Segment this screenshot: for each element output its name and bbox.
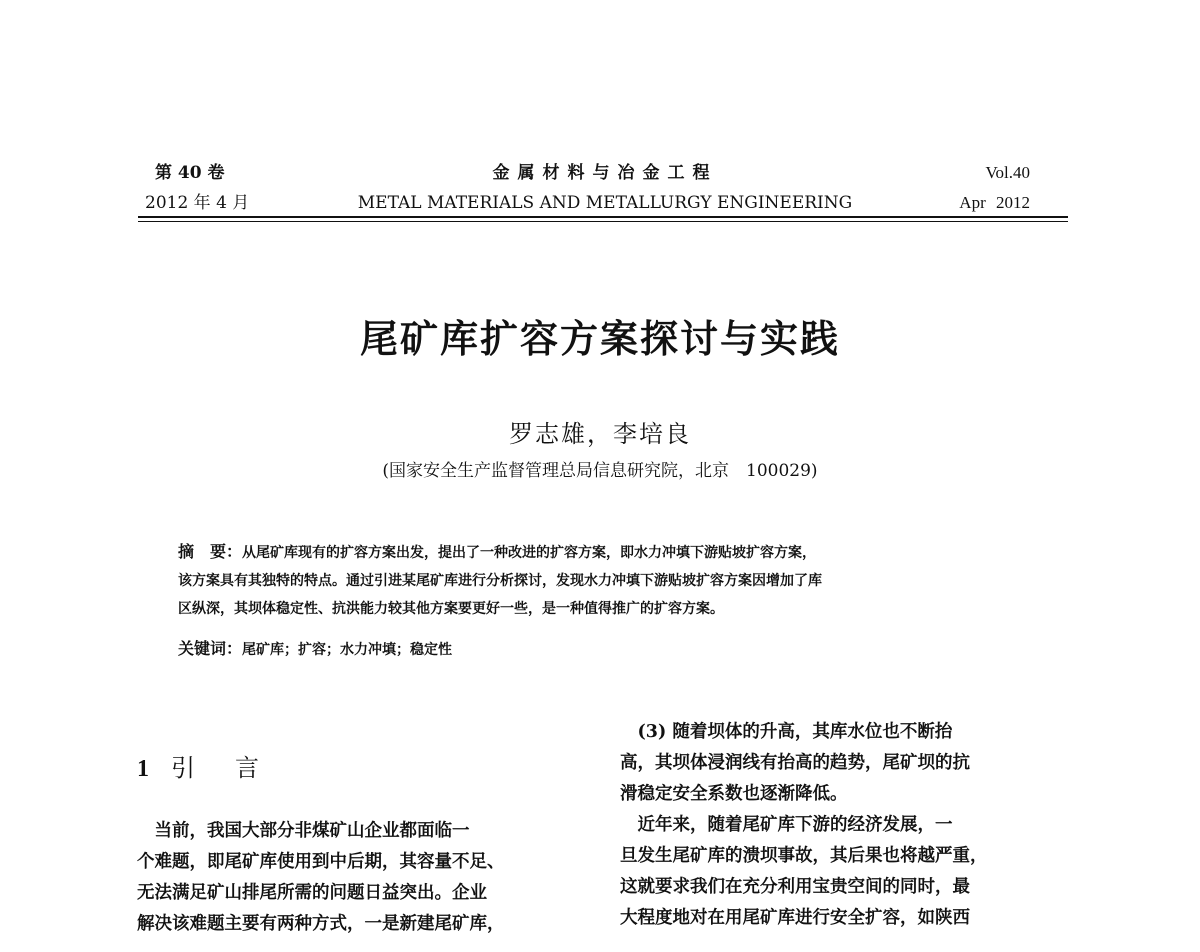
date-cn: 2012 年 4 月 (145, 193, 250, 213)
authors: 罗志雄，李培良 (509, 420, 691, 448)
header-rule-thin (138, 221, 1068, 222)
header-rule-thick (138, 216, 1068, 218)
abstract-text: 从尾矿库现有的扩容方案出发，提出了一种改进的扩容方案，即水力冲填下游贴坡扩容方案， (242, 545, 817, 561)
affiliation: (国家安全生产监督管理总局信息研究院，北京 100029) (382, 461, 818, 481)
keywords (178, 636, 452, 659)
section-number: 1 (137, 756, 149, 782)
abstract-line (178, 538, 1038, 567)
abstract-label: 摘 要： (178, 542, 243, 561)
date-en: Apr 2012 (959, 193, 1030, 212)
body-line: 解决该难题主要有两种方式，一是新建尾矿库， (137, 914, 505, 934)
journal-title-cn: 金属材料与冶金工程 (492, 163, 718, 183)
right-column (620, 717, 1050, 934)
body-line: 这就要求我们在充分利用宝贵空间的同时，最 (620, 877, 970, 897)
body-line: (3) 随着坝体的升高，其库水位也不断抬 (620, 722, 953, 742)
abstract (178, 538, 1038, 623)
abstract-line: 该方案具有其独特的特点。通过引进某尾矿库进行分析探讨，发现水力冲填下游贴坡扩容方案因增加了库 (178, 573, 822, 589)
running-header (145, 160, 1065, 220)
body-line: 当前，我国大部分非煤矿山企业都面临一 (137, 821, 470, 841)
keywords-text: 尾矿库；扩容；水力冲填；稳定性 (242, 642, 453, 658)
abstract-line: 区纵深，其坝体稳定性、抗洪能力较其他方案要更好一些，是一种值得推广的扩容方案。 (178, 601, 724, 617)
body-line: 旦发生尾矿库的溃坝事故，其后果也将越严重， (620, 846, 988, 866)
body-line: 高，其坝体浸润线有抬高的趋势，尾矿坝的抗 (620, 753, 970, 773)
paper-title: 尾矿库扩容方案探讨与实践 (359, 317, 840, 361)
volume-cn: 第 40 卷 (155, 163, 225, 183)
volume-en: Vol.40 (985, 163, 1030, 182)
keywords-label: 关键词： (178, 639, 243, 658)
body-line: 个难题，即尾矿库使用到中后期，其容量不足、 (137, 852, 505, 872)
body-line: 滑稳定安全系数也逐渐降低。 (620, 784, 848, 804)
section-title: 引言 (171, 754, 299, 782)
body-line: 大程度地对在用尾矿库进行安全扩容，如陕西 (620, 908, 970, 928)
section-heading (137, 748, 299, 783)
left-column (137, 816, 592, 940)
journal-title-en: METAL MATERIALS AND METALLURGY ENGINEERING (357, 193, 853, 213)
body-line: 无法满足矿山排尾所需的问题日益突出。企业 (137, 883, 487, 903)
body-line: 近年来，随着尾矿库下游的经济发展，一 (620, 815, 953, 835)
